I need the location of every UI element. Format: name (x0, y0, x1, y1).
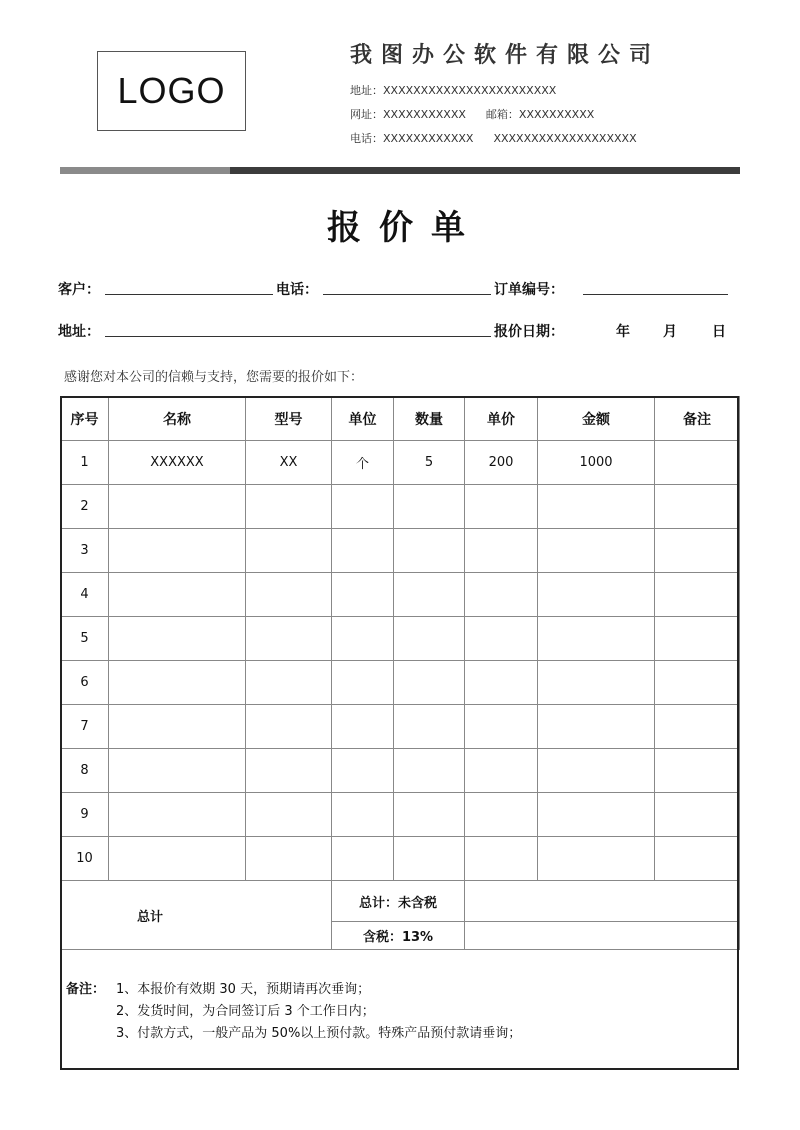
cell-remarks[interactable] (655, 705, 740, 749)
cell-unit[interactable]: 个 (332, 441, 394, 485)
table-row (61, 661, 740, 705)
cell-remarks[interactable] (655, 485, 740, 529)
cell-quantity[interactable] (394, 485, 465, 529)
cell-unit-price[interactable] (465, 485, 538, 529)
cell-model[interactable] (246, 793, 332, 837)
total-excl-tax-value[interactable] (465, 881, 740, 922)
cell-index: 5 (61, 617, 109, 661)
cell-remarks[interactable] (655, 749, 740, 793)
cell-amount[interactable] (538, 705, 655, 749)
website-label: 网址： (350, 108, 383, 121)
cell-quantity[interactable] (394, 749, 465, 793)
address-value: XXXXXXXXXXXXXXXXXXXXXXX (383, 84, 557, 97)
cell-unit[interactable] (332, 749, 394, 793)
cell-model[interactable] (246, 529, 332, 573)
cell-amount[interactable] (538, 573, 655, 617)
email-value: XXXXXXXXXX (518, 108, 595, 121)
cell-model[interactable] (246, 661, 332, 705)
cell-remarks[interactable] (655, 837, 740, 881)
phone-value: XXXXXXXXXXXX (383, 132, 474, 145)
cell-quantity[interactable] (394, 793, 465, 837)
company-phone (350, 130, 637, 146)
cell-remarks[interactable] (655, 573, 740, 617)
cell-quantity[interactable] (394, 617, 465, 661)
cell-model[interactable] (246, 837, 332, 881)
date-day-label: 日 (712, 324, 726, 340)
cell-unit-price[interactable]: 200 (465, 441, 538, 485)
address-field[interactable] (105, 336, 491, 337)
cell-index: 1 (61, 441, 109, 485)
cell-name[interactable] (109, 573, 246, 617)
table-row (61, 617, 740, 661)
cell-name[interactable]: XXXXXX (109, 441, 246, 485)
cell-unit-price[interactable] (465, 793, 538, 837)
cell-index: 8 (61, 749, 109, 793)
website-value: XXXXXXXXXXX (383, 108, 466, 121)
col-header-model: 型号 (246, 397, 332, 441)
total-label: 总计 (61, 881, 332, 950)
cell-unit-price[interactable] (465, 529, 538, 573)
cell-unit[interactable] (332, 573, 394, 617)
company-address (350, 82, 556, 98)
customer-label: 客户： (58, 282, 100, 298)
cell-amount[interactable] (538, 529, 655, 573)
address-label: 地址： (58, 324, 100, 340)
col-header-remarks: 备注 (655, 397, 740, 441)
cell-name[interactable] (109, 617, 246, 661)
cell-unit-price[interactable] (465, 749, 538, 793)
table-row (61, 485, 740, 529)
col-header-unit: 单位 (332, 397, 394, 441)
cell-index: 3 (61, 529, 109, 573)
date-month-label: 月 (663, 324, 677, 340)
cell-unit-price[interactable] (465, 617, 538, 661)
cell-index: 4 (61, 573, 109, 617)
email-label: 邮箱： (485, 108, 519, 121)
cell-name[interactable] (109, 485, 246, 529)
tax-value[interactable] (465, 922, 740, 950)
cell-index: 6 (61, 661, 109, 705)
cell-unit-price[interactable] (465, 661, 538, 705)
cell-model[interactable] (246, 573, 332, 617)
total-excl-tax-label: 总计：未含税 (332, 881, 465, 922)
table-row (61, 705, 740, 749)
col-header-name: 名称 (109, 397, 246, 441)
table-row (61, 529, 740, 573)
cell-unit-price[interactable] (465, 573, 538, 617)
cell-quantity[interactable] (394, 705, 465, 749)
table-row (61, 749, 740, 793)
cell-name[interactable] (109, 529, 246, 573)
cell-index: 7 (61, 705, 109, 749)
phone-field[interactable] (323, 294, 491, 295)
cell-quantity[interactable] (394, 573, 465, 617)
cell-unit[interactable] (332, 485, 394, 529)
cell-index: 2 (61, 485, 109, 529)
document-title: 报价单 (327, 208, 483, 248)
cell-name[interactable] (109, 661, 246, 705)
note-item: 2、发货时间，为合同签订后 3 个工作日内； (116, 1004, 375, 1019)
total-row (61, 881, 740, 922)
order-number-field[interactable] (583, 294, 728, 295)
col-header-unit-price: 单价 (465, 397, 538, 441)
quote-table (60, 396, 740, 950)
cell-model[interactable] (246, 749, 332, 793)
cell-model[interactable] (246, 705, 332, 749)
note-item: 1、本报价有效期 30 天，预期请再次垂询； (116, 982, 371, 997)
table-row (61, 793, 740, 837)
cell-remarks[interactable] (655, 793, 740, 837)
quote-date-label: 报价日期： (494, 324, 564, 340)
cell-index: 10 (61, 837, 109, 881)
customer-field[interactable] (105, 294, 273, 295)
cell-unit[interactable] (332, 617, 394, 661)
tax-label: 含税：13% (332, 922, 465, 950)
cell-name[interactable] (109, 793, 246, 837)
cell-index: 9 (61, 793, 109, 837)
table-row (61, 441, 740, 485)
cell-remarks[interactable] (655, 617, 740, 661)
cell-unit[interactable] (332, 793, 394, 837)
cell-model[interactable]: XX (246, 441, 332, 485)
company-logo: LOGO (97, 51, 246, 131)
cell-unit[interactable] (332, 705, 394, 749)
cell-remarks[interactable] (655, 529, 740, 573)
col-header-quantity: 数量 (394, 397, 465, 441)
cell-unit-price[interactable] (465, 837, 538, 881)
cell-quantity[interactable] (394, 837, 465, 881)
company-name: 我图办公软件有限公司 (350, 43, 661, 68)
company-web-email (350, 106, 594, 122)
header-divider-dark (230, 167, 740, 174)
cell-unit[interactable] (332, 529, 394, 573)
order-number-label: 订单编号： (494, 282, 564, 298)
cell-amount[interactable] (538, 617, 655, 661)
table-header-row (61, 397, 740, 441)
cell-unit[interactable] (332, 661, 394, 705)
col-header-amount: 金额 (538, 397, 655, 441)
table-row (61, 573, 740, 617)
cell-amount[interactable] (538, 837, 655, 881)
table-row (61, 837, 740, 881)
cell-name[interactable] (109, 837, 246, 881)
address-label: 地址： (350, 84, 383, 97)
cell-unit[interactable] (332, 837, 394, 881)
cell-model[interactable] (246, 617, 332, 661)
cell-remarks[interactable] (655, 441, 740, 485)
phone-value-2: XXXXXXXXXXXXXXXXXXX (493, 132, 637, 145)
cell-quantity[interactable]: 5 (394, 441, 465, 485)
cell-remarks[interactable] (655, 661, 740, 705)
cell-amount[interactable] (538, 793, 655, 837)
notes-label: 备注： (66, 982, 106, 997)
phone-label: 电话： (276, 282, 318, 298)
date-year-label: 年 (616, 324, 630, 340)
phone-label: 电话： (350, 132, 383, 145)
cell-quantity[interactable] (394, 529, 465, 573)
cell-amount[interactable] (538, 485, 655, 529)
note-item: 3、付款方式，一般产品为 50%以上预付款。特殊产品预付款请垂询； (116, 1026, 522, 1041)
cell-name[interactable] (109, 705, 246, 749)
cell-quantity[interactable] (394, 661, 465, 705)
cell-amount[interactable] (538, 661, 655, 705)
intro-text: 感谢您对本公司的信赖与支持，您需要的报价如下： (64, 370, 364, 385)
col-header-index: 序号 (61, 397, 109, 441)
cell-name[interactable] (109, 749, 246, 793)
cell-amount[interactable] (538, 749, 655, 793)
cell-model[interactable] (246, 485, 332, 529)
cell-unit-price[interactable] (465, 705, 538, 749)
cell-amount[interactable]: 1000 (538, 441, 655, 485)
